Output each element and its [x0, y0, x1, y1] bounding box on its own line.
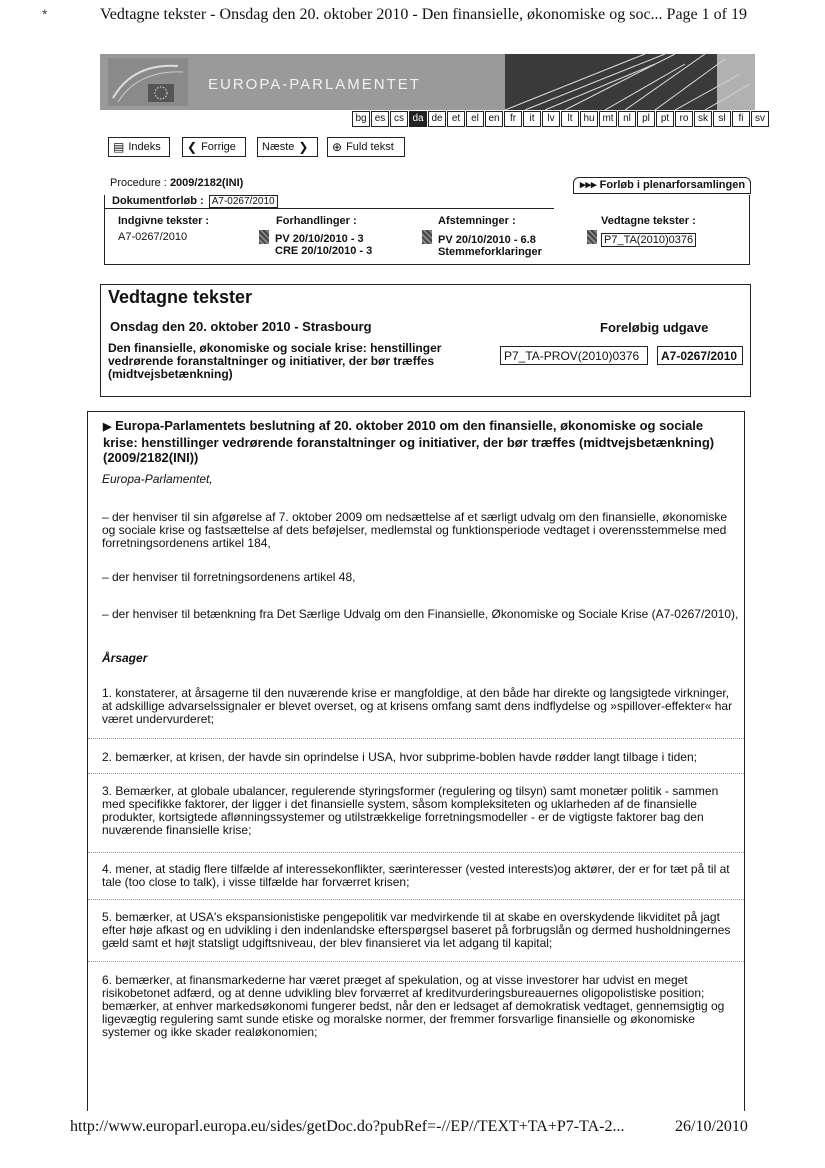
plenary-link[interactable] — [573, 177, 751, 194]
language-pl[interactable]: pl — [637, 111, 655, 127]
debates-pv[interactable]: PV 20/10/2010 - 3 — [275, 233, 364, 245]
prov-reference[interactable]: P7_TA-PROV(2010)0376 — [500, 346, 648, 365]
votes-pv[interactable]: PV 20/10/2010 - 6.8 — [438, 234, 536, 246]
language-es[interactable]: es — [371, 111, 389, 127]
index-label: Indeks — [128, 141, 161, 153]
submitted-value[interactable]: A7-0267/2010 — [118, 231, 188, 243]
recital: 4. mener, at stadig flere tilfælde af interessekonflikter, særinteresser (vested interests)og aktører, der er for tæt på til at tale (too close to talk), i visse tilfælde har forværret krisen; — [102, 862, 730, 889]
language-nl[interactable]: nl — [618, 111, 636, 127]
language-et[interactable]: et — [447, 111, 465, 127]
language-pt[interactable]: pt — [656, 111, 674, 127]
divider — [88, 961, 744, 962]
previous-button[interactable] — [182, 137, 246, 157]
language-bg[interactable]: bg — [352, 111, 370, 127]
chevron-left-icon: ❮ — [187, 140, 198, 154]
language-hu[interactable]: hu — [580, 111, 598, 127]
europarl-banner — [100, 54, 755, 110]
document-history-label: Dokumentforløb : — [112, 195, 204, 207]
divider — [88, 738, 744, 739]
language-sl[interactable]: sl — [713, 111, 731, 127]
print-footer — [70, 1118, 748, 1136]
language-bar — [352, 111, 769, 127]
procedure-code: 2009/2182(INI) — [169, 177, 244, 189]
language-fi[interactable]: fi — [732, 111, 750, 127]
banner-title: EUROPA-PARLAMENTET — [208, 76, 421, 93]
intro: Europa-Parlamentet, — [102, 472, 213, 486]
footer-date: 26/10/2010 — [675, 1118, 748, 1135]
citation: – der henviser til forretningsordenens artikel 48, — [102, 570, 356, 584]
recital: 5. bemærker, at USA's ekspansionistiske pengepolitik var medvirkende til at skabe en overskydende likviditet på jagt efter høje afkast og en udvikling i den indenlandske efterspørgsel baseret på forbrugslån og dermed husholdningernes gæld samt et højt statsligt udgiftsniveau, der blev finansieret via let adgang til kapital; — [102, 910, 731, 950]
document-history — [112, 195, 278, 207]
adopted-value[interactable]: P7_TA(2010)0376 — [601, 233, 696, 247]
language-sv[interactable]: sv — [751, 111, 769, 127]
language-el[interactable]: el — [466, 111, 484, 127]
resolution-title-text: Europa-Parlamentets beslutning af 20. oktober 2010 om den finansielle, økonomiske og sociale krise: henstillinger vedrørende foranstaltninger og initiativer, der bør træffes (midtvejsbetænkning) (2009/2182(INI)) — [103, 418, 715, 465]
previous-label: Forrige — [201, 141, 236, 153]
language-lv[interactable]: lv — [542, 111, 560, 127]
footer-url: http://www.europarl.europa.eu/sides/getDoc.do?pubRef=-//EP//TEXT+TA+P7-TA-2... — [70, 1118, 625, 1135]
banner-art-icon — [505, 54, 755, 110]
recital: 2. bemærker, at krisen, der havde sin oprindelse i USA, hvor subprime-boblen havde rødder langt tilbage i tiden; — [102, 750, 697, 764]
double-arrow-icon: ▸▸▸ — [580, 179, 600, 191]
document-icon — [259, 230, 269, 244]
divider — [88, 899, 744, 900]
divider — [88, 852, 744, 853]
index-button[interactable] — [108, 137, 170, 157]
language-en[interactable]: en — [485, 111, 503, 127]
full-text-label: Fuld tekst — [346, 141, 394, 153]
language-mt[interactable]: mt — [599, 111, 617, 127]
citation: – der henviser til sin afgørelse af 7. oktober 2009 om nedsættelse af et særligt udvalg om den finansielle, økonomiske og sociale krise og fastsættelse af dets beføjelser, medlemstal og funktionsperiode vedtaget i overensstemmelse med forretningsordenens artikel 184, — [102, 510, 727, 550]
divider — [88, 773, 744, 774]
recital: 6. bemærker, at finansmarkederne har været præget af spekulation, og at visse investorer har udvist en meget risikobetonet adfærd, og at denne udvikling blev forværret af kreditvurderingsbureauernes oligopolistiske position; bemærker, at enhver markedsøkonomi fungerer bedst, når den er ledsaget af demokratisk vedtaget, gennemsigtig og ligevægtig regulering samt sunde etiske og moralske normer, der fremmer forsvarlige finansielle og økonomiske systemer og ikke skader realøkonomien; — [102, 973, 725, 1039]
language-fr[interactable]: fr — [504, 111, 522, 127]
debates-cre[interactable]: CRE 20/10/2010 - 3 — [275, 245, 373, 257]
next-button[interactable] — [257, 137, 318, 157]
citation: – der henviser til betænkning fra Det Særlige Udvalg om den Finansielle, Økonomiske og Sociale Krise (A7-0267/2010), — [102, 607, 739, 621]
index-icon: ▤ — [113, 140, 125, 154]
procedure-divider — [104, 208, 554, 209]
resolution-title — [103, 418, 739, 465]
language-ro[interactable]: ro — [675, 111, 693, 127]
language-it[interactable]: it — [523, 111, 541, 127]
language-cs[interactable]: cs — [390, 111, 408, 127]
procedure-label: Procedure : — [110, 177, 167, 189]
europarl-logo-icon — [108, 58, 188, 106]
debates-label: Forhandlinger : — [276, 215, 357, 227]
triangle-right-icon: ▶ — [103, 421, 112, 433]
plenary-link-label: Forløb i plenarforsamlingen — [599, 179, 746, 191]
plus-circle-icon: ⊕ — [332, 140, 343, 154]
page-title: Vedtagne tekster — [108, 287, 253, 307]
provisional-status: Foreløbig udgave — [600, 320, 709, 335]
print-header: Vedtagne tekster - Onsdag den 20. oktober 2010 - Den finansielle, økonomiske og soc... Page 1 of 19 — [100, 6, 747, 23]
document-history-ref[interactable]: A7-0267/2010 — [209, 195, 278, 208]
next-label: Næste — [262, 141, 295, 153]
language-sk[interactable]: sk — [694, 111, 712, 127]
document-icon — [422, 230, 432, 244]
votes-label: Afstemninger : — [438, 215, 516, 227]
language-lt[interactable]: lt — [561, 111, 579, 127]
procedure-line — [110, 177, 243, 189]
recital: 3. Bemærker, at globale ubalancer, regulerende styringsformer (regulering og tilsyn) samt monetær politik - sammen med specifikke faktorer, der ligger i det finansielle system, såsom kompleksiteten og uklarheden af de finansielle produkter, kortsigtede aflønningssystemer og utilstrækkelige forretningsmodeller - er de vigtigste faktorer bag den nuværende finansielle krise; — [102, 784, 719, 837]
language-de[interactable]: de — [428, 111, 446, 127]
a7-reference[interactable]: A7-0267/2010 — [657, 346, 743, 365]
recital: 1. konstaterer, at årsagerne til den nuværende krise er mangfoldige, at den både har direkte og langsigtede virkninger, at adskillige advarselssignaler er blevet overset, og at krisens omfang samt dens indflydelse og »spillover-effekter« har været undervurderet; — [102, 686, 733, 726]
full-text-button[interactable] — [327, 137, 405, 157]
session-date: Onsdag den 20. oktober 2010 - Strasbourg — [110, 319, 372, 334]
submitted-label: Indgivne tekster : — [118, 215, 210, 227]
votes-explanations[interactable]: Stemmeforklaringer — [438, 246, 542, 258]
scan-mark: * — [42, 6, 48, 22]
document-icon — [587, 230, 597, 244]
adopted-label: Vedtagne tekster : — [601, 215, 696, 227]
document-description: Den finansielle, økonomiske og sociale krise: henstillinger vedrørende foranstaltninger og initiativer, der bør træffes (midtvejsbetænkning) — [108, 341, 442, 381]
reasons-heading: Årsager — [102, 651, 148, 665]
chevron-right-icon: ❯ — [298, 140, 309, 154]
language-da[interactable]: da — [409, 111, 427, 127]
